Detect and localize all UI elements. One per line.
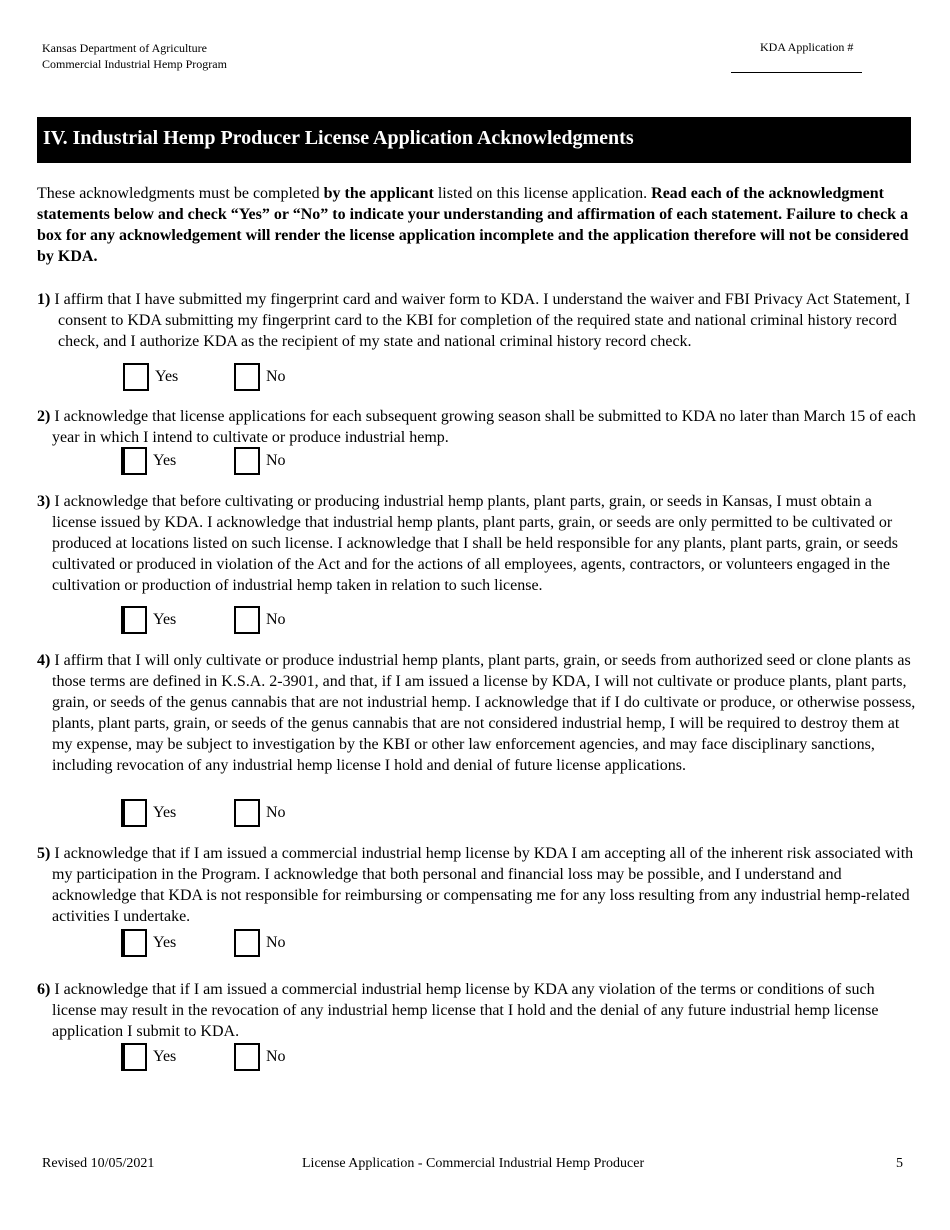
- item-number: 3): [37, 493, 51, 510]
- item-number: 6): [37, 981, 51, 998]
- intro-text: These acknowledgments must be completed: [37, 185, 324, 202]
- item-text: I acknowledge that if I am issued a commercial industrial hemp license by KDA I am accepting all of the inherent risk associated with my participation in the Program. I acknowledge that both personal and financial loss may be possible, and I understand and acknowledge that KDA is not responsible for reimbursing or compensating me for any loss resulting from any industrial hemp-related activities I undertake.: [52, 845, 914, 925]
- yes-label: Yes: [153, 804, 177, 821]
- yes-checkbox[interactable]: [121, 929, 147, 957]
- yes-label: Yes: [153, 1048, 177, 1065]
- no-checkbox[interactable]: [234, 1043, 260, 1071]
- no-label: No: [266, 452, 286, 469]
- ack-4-no[interactable]: [234, 799, 286, 827]
- item-number: 1): [37, 291, 51, 308]
- item-text: I affirm that I have submitted my fingerprint card and waiver form to KDA. I understand the waiver and FBI Privacy Act Statement, I consent to KDA submitting my fingerprint card to the KBI for completion of the required state and national criminal history record check, and I authorize KDA as the recipient of my state and national criminal history record check.: [54, 291, 911, 350]
- ack-3-no[interactable]: [234, 606, 286, 634]
- acknowledgment-2: [37, 406, 917, 448]
- no-label: No: [266, 368, 286, 385]
- section-title: IV. Industrial Hemp Producer License Application Acknowledgments: [37, 117, 911, 163]
- no-checkbox[interactable]: [234, 447, 260, 475]
- yes-checkbox[interactable]: [121, 799, 147, 827]
- revised-date: Revised 10/05/2021: [42, 1156, 155, 1171]
- ack-4-yes[interactable]: [121, 799, 176, 827]
- ack-1-no[interactable]: [234, 363, 286, 391]
- ack-5-yes[interactable]: [121, 929, 176, 957]
- yes-label: Yes: [153, 452, 177, 469]
- acknowledgment-3: [37, 491, 917, 596]
- item-number: 2): [37, 408, 51, 425]
- no-checkbox[interactable]: [234, 606, 260, 634]
- item-text: I acknowledge that license applications for each subsequent growing season shall be submitted to KDA no later than March 15 of each year in which I intend to cultivate or produce industrial hemp.: [52, 408, 916, 446]
- ack-6-no[interactable]: [234, 1043, 286, 1071]
- yes-checkbox[interactable]: [121, 1043, 147, 1071]
- yes-checkbox[interactable]: [123, 363, 149, 391]
- item-text: I affirm that I will only cultivate or produce industrial hemp plants, plant parts, grain, or seeds from authorized seed or clone plants as those terms are defined in K.S.A. 2-3901, and that, if I am issued a license by KDA, I will not cultivate or produce plants, plant parts, grain, or seeds of the genus cannabis that are not industrial hemp. I acknowledge that if I do cultivate or produce, or otherwise possess, plants, plant parts, grain, or seeds of the genus cannabis that are not considered industrial hemp, I will be required to destroy them at my expense, may be subject to investigation by the KBI or other law enforcement agencies, and may face disciplinary sanctions, including revocation of any industrial hemp license I hold and denial of future license applications.: [52, 652, 916, 774]
- yes-label: Yes: [155, 368, 179, 385]
- application-number-label: KDA Application #: [760, 40, 854, 54]
- no-checkbox[interactable]: [234, 363, 260, 391]
- item-number: 4): [37, 652, 51, 669]
- ack-2-no[interactable]: [234, 447, 286, 475]
- no-checkbox[interactable]: [234, 929, 260, 957]
- ack-6-yes[interactable]: [121, 1043, 176, 1071]
- application-number-field[interactable]: [731, 72, 862, 73]
- org-name: Kansas Department of Agriculture: [42, 41, 207, 55]
- acknowledgment-5: [37, 843, 917, 927]
- intro-instructions-bold: Read each of the acknowledgment statements below and check “Yes” or “No” to indicate your understanding and affirmation of each statement. Failure to check a box for any acknowledgement will render the license application incomplete and the application therefore will not be considered by KDA.: [37, 185, 909, 265]
- yes-checkbox[interactable]: [121, 606, 147, 634]
- instructions: [37, 183, 917, 267]
- no-label: No: [266, 934, 286, 951]
- footer-title: License Application - Commercial Industrial Hemp Producer: [302, 1156, 645, 1171]
- acknowledgment-4: [37, 650, 917, 776]
- no-label: No: [266, 804, 286, 821]
- item-text: I acknowledge that if I am issued a commercial industrial hemp license by KDA any violation of the terms or conditions of such license may result in the revocation of any industrial hemp license that I hold and the denial of any future industrial hemp license application I submit to KDA.: [52, 981, 879, 1040]
- item-number: 5): [37, 845, 51, 862]
- item-text: I acknowledge that before cultivating or producing industrial hemp plants, plant parts, grain, or seeds in Kansas, I must obtain a license issued by KDA. I acknowledge that industrial hemp plants, plant parts, grain, or seeds are only permitted to be cultivated or produced at locations listed on such license. I acknowledge that I shall be held responsible for any plants, plant parts, grain, or seeds cultivated or produced in violation of the Act and for the actions of all employees, agents, contractors, or volunteers engaged in the cultivation or production of industrial hemp taken in relation to such license.: [52, 493, 898, 594]
- yes-label: Yes: [153, 611, 177, 628]
- ack-2-yes[interactable]: [121, 447, 176, 475]
- acknowledgment-6: [37, 979, 917, 1042]
- no-label: No: [266, 1048, 286, 1065]
- yes-label: Yes: [153, 934, 177, 951]
- intro-emphasis: by the applicant: [323, 185, 434, 202]
- intro-text-2: listed on this license application.: [433, 185, 652, 202]
- yes-checkbox[interactable]: [121, 447, 147, 475]
- header-org: [42, 40, 227, 72]
- no-checkbox[interactable]: [234, 799, 260, 827]
- acknowledgment-1: [37, 289, 917, 352]
- program-name: Commercial Industrial Hemp Program: [42, 57, 227, 71]
- ack-3-yes[interactable]: [121, 606, 176, 634]
- no-label: No: [266, 611, 286, 628]
- ack-5-no[interactable]: [234, 929, 286, 957]
- page-number: 5: [896, 1156, 903, 1171]
- ack-1-yes[interactable]: [123, 363, 178, 391]
